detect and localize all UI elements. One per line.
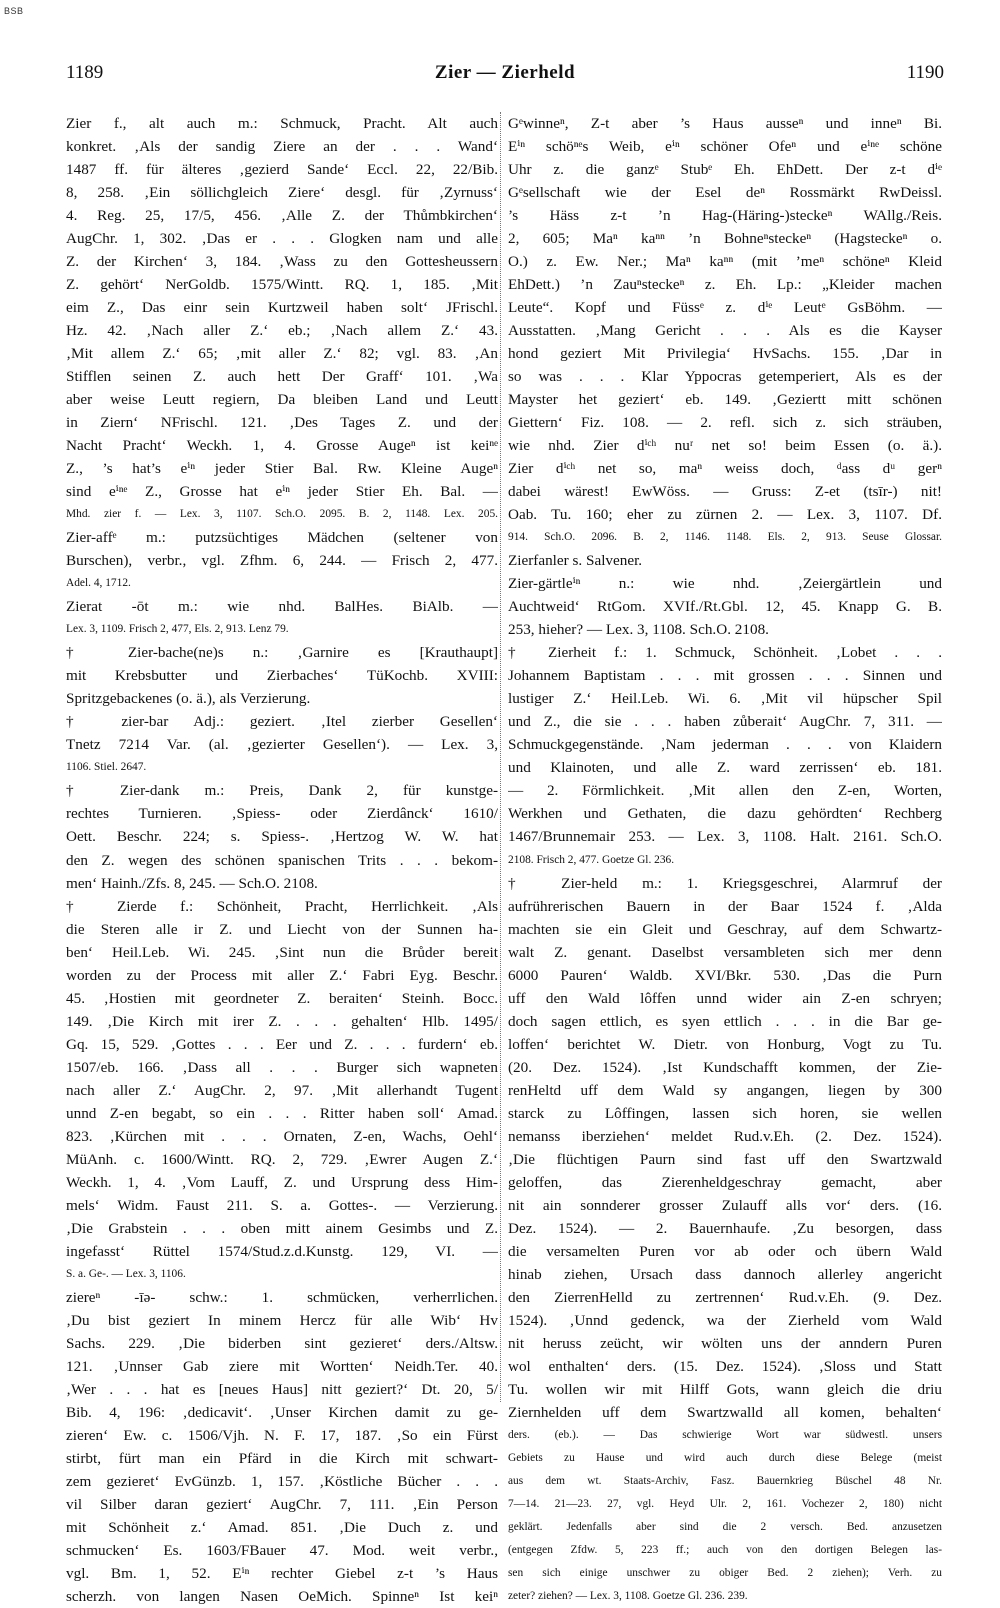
text-line: Z. der Kirchen‘ 3, 184. ‚Wass zu den Gotteshеussern — [66, 253, 498, 271]
text-line: Spritzgebackenes (o. ä.), als Verzierung. — [66, 690, 311, 708]
text-line: so was . . . Klar Yppocras getemperiert, Als es der — [508, 368, 942, 386]
text-line: ziereⁿ -īə- schw.: 1. schmücken, verherrlichen. — [66, 1288, 498, 1306]
text-line: konkret. ‚Als der sandig Ziere an der . . . Wand‘ — [66, 138, 498, 156]
text-line: AugChr. 1, 302. ‚Das er . . . Glogken nam und alle — [66, 230, 498, 248]
text-line: aber weise Leutt regiern, Da bleiben Land und Leutt — [66, 391, 498, 409]
text-line: schmucken‘ Es. 1603/FBauer 47. Mod. weit verbr., — [66, 1541, 498, 1559]
text-line: dabei wärest! EwWöss. — Gruss: Z-et (tsīr-) nit! — [508, 483, 942, 501]
text-line: 2108. Frisch 2, 477. Goetze Gl. 236. — [508, 853, 675, 866]
text-line: ‚Die flüchtigen Paurn sind fast uff den Swartzwald — [508, 1150, 942, 1168]
text-line: Giettern‘ Fiz. 108. — 2. refl. sich z. sich sträuben, — [508, 414, 942, 432]
text-line: Oab. Tu. 160; eher zu zürnen 2. — Lex. 3, 1107. Df. — [508, 506, 942, 524]
text-line: 823. ‚Kürchen mit . . . Ornaten, Z-en, Wachs, Oehl‘ — [66, 1127, 498, 1145]
text-line: loffen‘ berichtet W. Dietr. von Honburg, Vogt zu Tu. — [508, 1035, 942, 1053]
text-line: zeter? ziehen? — Lex. 3, 1108. Goetze Gl. 236. 239. — [508, 1590, 748, 1602]
text-line: mels‘ Widm. Faust 211. S. a. Gottes-. — Verzierung. — [66, 1196, 498, 1214]
text-line: 253, hieher? — Lex. 3, 1108. Sch.O. 2108. — [508, 621, 769, 639]
text-line: Stifflen seinen Z. auch hett Der Graff‘ 101. ‚Wa — [66, 368, 498, 386]
text-line: † zier-bar Adj.: geziert. ‚Itel zierber Gesellen‘ — [66, 713, 498, 731]
text-line: ’s Häss z-t ’n Hag-(Häring-)steckeⁿ WAllg./Reis. — [508, 207, 942, 225]
text-line: und Z., die sie . . . haben zůberait‘ AugChr. 7, 311. — — [508, 713, 942, 731]
text-line: Gq. 15, 529. ‚Gottes . . . Eer und Z. . . . furdern‘ eb. — [66, 1035, 498, 1053]
text-line: Gᵉwinneⁿ, Z-t aber ’s Haus ausseⁿ und inneⁿ Bi. — [508, 115, 942, 132]
text-line: nemanss iberziehen‘ meldet Rud.v.Eh. (2. Dez. 1524). — [508, 1127, 942, 1145]
text-line: mit Schönheit z.‘ Amad. 851. ‚Die Duch z. und — [66, 1518, 498, 1536]
text-line: 121. ‚Unnser Gab ziere mit Wortten‘ Neidh.Ter. 40. — [66, 1357, 498, 1375]
text-line: Z., ’s hat’s eⁱⁿ jeder Stier Bal. Rw. Kleine Augeⁿ — [66, 460, 498, 478]
text-line: sen sich einige unschwer zu obiger Bed. 2 ziehen); Verh. zu — [508, 1566, 942, 1579]
text-line: wol enthalten‘ ders. (15. Dez. 1524). ‚Sloss und Statt — [508, 1357, 942, 1375]
page-header — [66, 62, 944, 90]
text-line: Mayster het geziert‘ eb. 149. ‚Geziertt mitt schönen — [508, 391, 942, 409]
text-line: hinab ziehen, Ursach dass dannoch allerley angericht — [508, 1265, 942, 1283]
text-line: den Z. wegen des schönen spanischen Trits . . . bekom- — [66, 851, 498, 869]
text-line: 149. ‚Die Kirch mit irer Z. . . . gehalten‘ Hlb. 1495/ — [66, 1012, 498, 1030]
text-line: 1524). ‚Unnd gedenck, wa der Zierheld vom Wald — [508, 1311, 942, 1329]
text-line: nit ain sonnderer grosser Zulauff alls vor‘ ders. (16. — [508, 1196, 942, 1214]
text-line: 7—14. 21—23. 27, vgl. Heyd Ulr. 2, 161. Vochezer 2, 180) nicht — [508, 1497, 942, 1510]
text-line: Zierfanler s. Salvener. — [508, 552, 643, 570]
text-line: Zier f., alt auch m.: Schmuck, Pracht. Alt auch — [66, 115, 498, 132]
text-line: 2, 605; Maⁿ kaⁿⁿ ’n Bohneⁿsteckeⁿ (Hagsteckeⁿ o. — [508, 230, 942, 248]
library-stamp: BSB — [4, 6, 24, 16]
text-line: aus dem wt. Staats-Archiv, Fasz. Bauernkrieg Büschel 48 Nr. — [508, 1474, 942, 1487]
text-line: vil Silber daran geziert‘ AugChr. 7, 111. ‚Ein Person — [66, 1495, 498, 1513]
text-line: nach aller Z.‘ AugChr. 2, 97. ‚Mit allerhandt Tugent — [66, 1081, 498, 1099]
text-line: † Zier-bache(ne)s n.: ‚Garnire es [Krauthaupt] — [66, 644, 498, 662]
text-line: † Zier-dank m.: Preis, Dank 2, für kunstge- — [66, 782, 498, 800]
text-line: S. a. Ge-. — Lex. 3, 1106. — [66, 1267, 186, 1280]
text-line: scherzh. von langen Nasen OeMich. Spinneⁿ Ist keiⁿ — [66, 1588, 498, 1605]
text-line: doch sagen ettlich, es syen ettlich . . . in die Bar ge- — [508, 1012, 942, 1030]
text-line: zem gezieret‘ EvGünzb. 1, 157. ‚Köstliche Bücher . . . — [66, 1472, 498, 1490]
text-line: Tu. wollen wir mit Hilff Gots, wann gleich die driu — [508, 1380, 942, 1398]
text-line: geloffen, das Zierenheldgeschray gemacht, aber — [508, 1173, 942, 1191]
running-head: Zier — Zierheld — [434, 62, 576, 83]
text-line: die Steren alle ir Z. und Liecht von der Sunnen ha- — [66, 920, 498, 938]
text-line: sind eⁱⁿᵉ Z., Grosse hat eⁱⁿ jeder Stier Eh. Bal. — — [66, 483, 498, 501]
text-line: Zier-affᵉ m.: putzsüchtiges Mädchen (seltener von — [66, 529, 498, 547]
text-line: 8, 258. ‚Ein söllichgleich Ziere‘ desgl. für ‚Zyrnuss‘ — [66, 184, 498, 202]
text-line: Tnetz 7214 Var. (al. ‚gezierter Gesellen‘). — Lex. 3, — [66, 736, 498, 754]
text-line: Weckh. 1, 4. ‚Vom Lauff, Z. und Ursprung dess Him- — [66, 1173, 498, 1191]
text-line: 1487 ff. für älteres ‚gezierd Sande‘ Eccl. 22, 22/Bib. — [66, 161, 498, 179]
text-line: Oett. Beschr. 224; s. Spiess-. ‚Hertzog W. W. hat — [66, 828, 498, 846]
right-column — [508, 112, 942, 1608]
text-line: Bib. 4, 196: ‚dedicavit‘. ‚Unser Kirchen damit zu ge- — [66, 1403, 498, 1421]
text-line: geklärt. Jedenfalls aber sind die 2 versch. Bed. anzusetzen — [508, 1520, 942, 1533]
text-line: 914. Sch.O. 2096. B. 2, 1146. 1148. Els. 2, 913. Seuse Glossar. — [508, 531, 942, 544]
text-line: 6000 Pauren‘ Waldb. XVI/Bkr. 530. ‚Das die Purn — [508, 966, 942, 984]
text-line: starck zu Lôffingen, lassen sich horen, sie wellen — [508, 1104, 942, 1122]
text-line: Adel. 4, 1712. — [66, 577, 131, 590]
text-line: und Klainoten, und alle Z. ward zerrissen‘ eb. 181. — [508, 759, 942, 777]
text-line: uff den Wald lôffen unnd wider ain Z-en schryen; — [508, 989, 942, 1007]
text-line: renHeltd uff dem Wald sy angangen, liegen by 300 — [508, 1081, 942, 1099]
text-line: zieren‘ Ew. c. 1506/Vjh. N. F. 17, 187. ‚So ein Fürst — [66, 1426, 498, 1444]
text-line: worden zu der Process mit aller Z.‘ Fabri Eyg. Beschr. — [66, 966, 498, 984]
text-line: EhDett.) ’n Zauⁿsteckeⁿ z. Eh. Lp.: „Kleider machen — [508, 276, 942, 294]
text-line: Leute“. Kopf und Füssᵉ z. dⁱᵉ Leutᵉ GsBöhm. — — [508, 299, 942, 317]
text-line: mit Krebsbutter und Zierbaches‘ TüKochb. XVIII: — [66, 667, 498, 685]
text-line: Z. gehört‘ NerGoldb. 1575/Wintt. RQ. 1, 185. ‚Mit — [66, 276, 498, 294]
text-line: Werkhen und Gethaten, die dazu gehördten‘ Rechberg — [508, 805, 942, 823]
text-line: nit heruss zeücht, wir wölten uns der anndern Puren — [508, 1334, 942, 1352]
text-line: wie nhd. Zier dⁱᶜʰ nuʳ net so! beim Essen (o. ä.). — [508, 437, 942, 455]
text-line: in Ziern‘ NFrischl. 121. ‚Des Tages Z. und der — [66, 414, 498, 432]
text-line: Zierat -ōt m.: wie nhd. BalHes. BiAlb. — — [66, 598, 498, 616]
text-line: MüAnh. c. 1600/Wintt. RQ. 2, 729. ‚Ewrer Augen Z.‘ — [66, 1150, 498, 1168]
text-line: 1507/eb. 166. ‚Dass all . . . Burger sich wapneten — [66, 1058, 498, 1076]
text-line: Mhd. zier f. — Lex. 3, 1107. Sch.O. 2095. B. 2, 1148. Lex. 205. — [66, 508, 498, 521]
text-line: O.) z. Ew. Ner.; Maⁿ kaⁿⁿ (mit ’meⁿ schöneⁿ Kleid — [508, 253, 942, 271]
text-line: stirbt, fürt man ein Pfärd in die Kirch mit schwart- — [66, 1449, 498, 1467]
text-line: Auchtweid‘ RtGom. XVIf./Rt.Gbl. 12, 45. Knapp G. B. — [508, 598, 942, 616]
text-line: Sachs. 229. ‚Die biderben sint gezieret‘ ders./Altsw. — [66, 1334, 498, 1352]
text-line: 1106. Stiel. 2647. — [66, 761, 147, 774]
text-line: Schmuckgegenstände. ‚Nam jederman . . . von Klaidern — [508, 736, 942, 754]
text-line: vgl. Bm. 1, 52. Eⁱⁿ rechter Giebel z-t ’s Haus — [66, 1564, 498, 1582]
text-line: die versamelten Puren vor ab oder och übern Wald — [508, 1242, 942, 1260]
text-line: aufrührerischen Bauern in der Baar 1524 f. ‚Alda — [508, 897, 942, 915]
column-divider — [500, 112, 501, 1402]
text-line: Dez. 1524). — 2. Bauernhaufe. ‚Zu besorgen, dass — [508, 1219, 942, 1237]
text-line: rechtes Turnieren. ‚Spiess- oder Zierdânck‘ 1610/ — [66, 805, 498, 823]
text-line: † Zierheit f.: 1. Schmuck, Schönheit. ‚Lobet . . . — [508, 644, 942, 662]
text-line: eim Z., Das einr sein Kurtzweil haben solt‘ JFrischl. — [66, 299, 498, 317]
text-line: Gebiets zu Hause und wird auch durch diese Belege (meist — [508, 1451, 942, 1464]
text-line: Ziernhelden uff dem Swartzwalld all komen, behalten‘ — [508, 1403, 942, 1421]
text-line: unnd Z-en begabt, so ein . . . Ritter haben soll‘ Amad. — [66, 1104, 498, 1122]
text-line: Hz. 42. ‚Nach aller Z.‘ eb.; ‚Nach allem Z.‘ 43. — [66, 322, 498, 340]
text-line: Nacht Pracht‘ Weckh. 1, 4. Grosse Augeⁿ ist keiⁿᵉ — [66, 437, 498, 455]
text-line: Zier-gärtleⁱⁿ n.: wie nhd. ‚Zeiergärtlein und — [508, 575, 942, 593]
text-line: Johannem Baptistam . . . mit grossen . . . Sinnen und — [508, 667, 942, 685]
text-line: Burschen), verbr., vgl. Zfhm. 6, 244. — Frisch 2, 477. — [66, 552, 498, 570]
text-line: (20. Dez. 1524). ‚Ist Kundschafft kommen, der Zie- — [508, 1058, 942, 1076]
text-line: ben‘ Heil.Leb. Wi. 245. ‚Sint nun die Brůder bereit — [66, 943, 498, 961]
page-number-right: 1190 — [906, 62, 944, 83]
text-line: Zier dⁱᶜʰ net so, maⁿ weiss doch, ᵈass dᵘ gerⁿ — [508, 460, 942, 478]
text-line: den ZierrenHelld zu zertrennen‘ Rud.v.Eh. (9. Dez. — [508, 1288, 942, 1306]
text-line: ders. (eb.). — Das schwierige Wort war südwestl. unsers — [508, 1428, 942, 1441]
text-line: hond geziert Mit Privilegia‘ HvSachs. 155. ‚Dar in — [508, 345, 942, 363]
text-line: lustiger Z.‘ Heil.Leb. Wi. 6. ‚Mit vil hüpscher Spil — [508, 690, 942, 708]
text-line: Eⁱⁿ schöⁿᵉs Weib, eⁱⁿ schöner Ofeⁿ und eⁱⁿᵉ schöne — [508, 138, 942, 156]
text-line: † Zier-held m.: 1. Kriegsgeschrei, Alarmruf der — [508, 874, 942, 892]
text-line: ‚Mit allem Z.‘ 65; ‚mit aller Z.‘ 82; vgl. 83. ‚An — [66, 345, 498, 363]
text-line: (entgegen Zfdw. 5, 223 ff.; auch von den dortigen Belegen las- — [508, 1543, 942, 1556]
text-line: Uhr z. die ganzᵉ Stubᵉ Eh. EhDett. Der z-t dⁱᵉ — [508, 161, 942, 179]
text-line: Gᵉsellschaft wie der Esel deⁿ Rossmärkt RwDeissl. — [508, 184, 942, 202]
page-number-left: 1189 — [66, 62, 104, 83]
text-line: † Zierde f.: Schönheit, Pracht, Herrlichkeit. ‚Als — [66, 897, 498, 915]
text-line: 45. ‚Hostien mit geordneter Z. beraiten‘ Steinh. Bocc. — [66, 989, 498, 1007]
text-line: Lex. 3, 1109. Frisch 2, 477, Els. 2, 913. Lenz 79. — [66, 623, 289, 636]
text-line: ingefasst‘ Rüttel 1574/Stud.z.d.Kunstg. 129, VI. — — [66, 1242, 498, 1260]
text-line: 1467/Brunnemair 253. — Lex. 3, 1108. Halt. 2161. Sch.O. — [508, 828, 942, 846]
text-line: 4. Reg. 25, 17/5, 456. ‚Alle Z. der Thůmbkirchen‘ — [66, 207, 498, 225]
text-line: ‚Wer . . . hat es [neues Haus] nitt geziert?‘ Dt. 20, 5/ — [66, 1380, 498, 1398]
text-line: Ausstatten. ‚Mang Gericht . . . Als es die Kayser — [508, 322, 942, 340]
text-line: machten sie ein Gleit und Geschray, auf dem Schwartz- — [508, 920, 942, 938]
text-line: ‚Die Grabstein . . . oben mitt ainem Gesimbs und Z. — [66, 1219, 498, 1237]
left-column — [66, 112, 498, 1608]
text-line: walt Z. genant. Daselbst versambleten sich mer denn — [508, 943, 942, 961]
text-line: — 2. Förmlichkeit. ‚Mit allen den Z-en, Worten, — [508, 782, 942, 800]
text-line: ‚Du bist geziert In minem Hercz für alle Wib‘ Hv — [66, 1311, 498, 1329]
text-line: men‘ Hainh./Zfs. 8, 245. — Sch.O. 2108. — [66, 874, 318, 892]
